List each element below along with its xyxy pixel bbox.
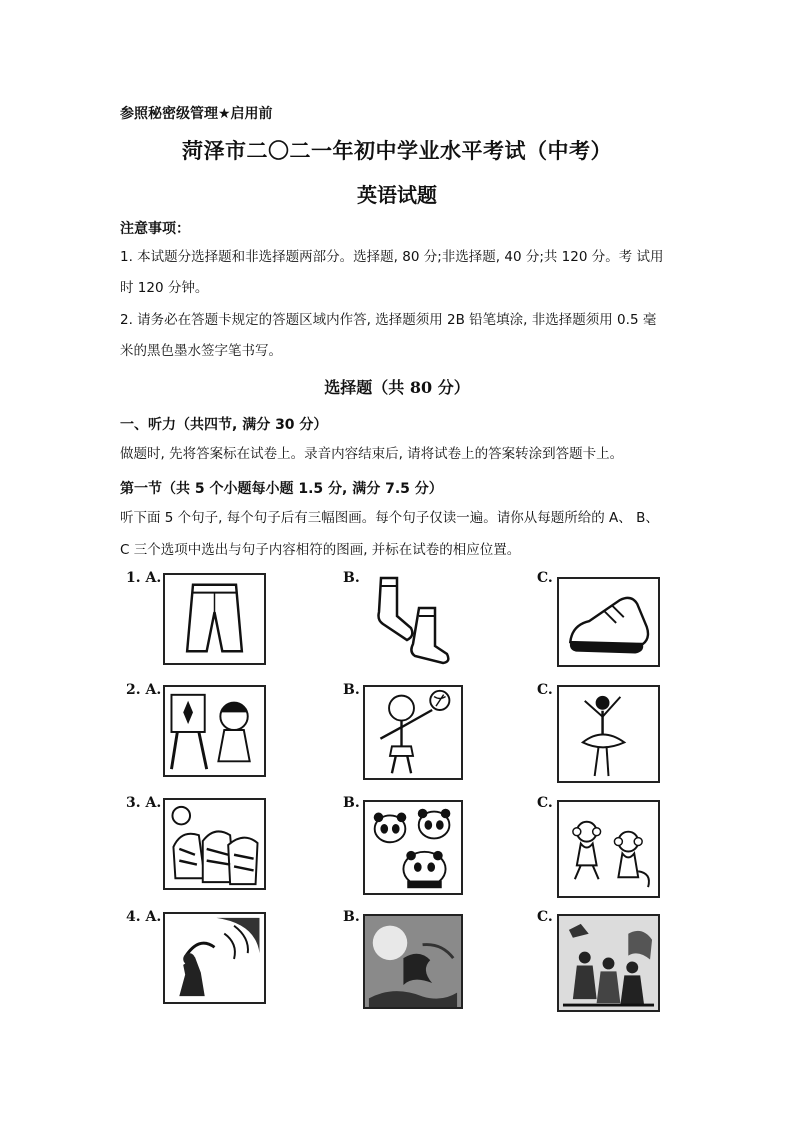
notice-item-2-line-1: 2. 请务必在答题卡规定的答题区域内作答, 选择题须用 2B 铅笔填涂, 非选择题须用 0.5 毫 xyxy=(120,312,657,328)
part-heading: 一、听力（共四节, 满分 30 分） xyxy=(120,417,328,433)
question-3-label-c: C. xyxy=(537,795,553,811)
secret-level-label: 参照秘密级管理★启用前 xyxy=(120,106,273,122)
boy-playing-ball-icon xyxy=(363,685,463,780)
girl-painting-icon xyxy=(163,685,266,777)
notice-item-2-line-2: 米的黑色墨水签字笔书写。 xyxy=(120,343,282,359)
part-instruction: 做题时, 先将答案标在试卷上。录音内容结束后, 请将试卷上的答案转涂到答题卡上。 xyxy=(120,446,624,462)
question-4-label-b: B. xyxy=(343,909,360,925)
question-3-label-b: B. xyxy=(343,795,360,811)
question-2-label-a: 2. A. xyxy=(126,682,162,698)
notice-heading: 注意事项： xyxy=(120,221,190,237)
question-4-label-a: 4. A. xyxy=(126,909,162,925)
socks-icon xyxy=(363,570,463,665)
pandas-icon xyxy=(363,800,463,895)
notice-item-1-line-2: 时 120 分钟。 xyxy=(120,280,209,296)
monkeys-icon xyxy=(557,800,660,898)
tigers-icon xyxy=(163,798,266,890)
ballet-dancer-icon xyxy=(557,685,660,783)
shorts-icon xyxy=(163,573,266,665)
question-1-label-b: B. xyxy=(343,570,360,586)
subsection-line-2: C 三个选项中选出与句子内容相符的图画, 并标在试卷的相应位置。 xyxy=(120,542,521,558)
subsection-line-1: 听下面 5 个句子, 每个句子后有三幅图画。每个句子仅读一遍。请你从每题所给的 A、 B、 xyxy=(120,510,659,526)
question-2-label-c: C. xyxy=(537,682,553,698)
subsection-heading: 第一节（共 5 个小题每小题 1.5 分, 满分 7.5 分） xyxy=(120,481,443,497)
archer-scene-icon xyxy=(163,912,266,1004)
crowd-scene-icon xyxy=(557,914,660,1012)
exam-title: 菏泽市二〇二一年初中学业水平考试（中考） xyxy=(182,138,612,163)
exam-subtitle: 英语试题 xyxy=(357,183,437,207)
moon-fairy-scene-icon xyxy=(363,914,463,1009)
question-3-label-a: 3. A. xyxy=(126,795,162,811)
sneaker-icon xyxy=(557,577,660,667)
section-title: 选择题（共 80 分） xyxy=(324,378,470,397)
question-1-label-a: 1. A. xyxy=(126,570,162,586)
notice-item-1-line-1: 1. 本试题分选择题和非选择题两部分。选择题, 80 分;非选择题, 40 分;共 120 分。考 试用 xyxy=(120,249,664,265)
question-2-label-b: B. xyxy=(343,682,360,698)
question-1-label-c: C. xyxy=(537,570,553,586)
question-4-label-c: C. xyxy=(537,909,553,925)
